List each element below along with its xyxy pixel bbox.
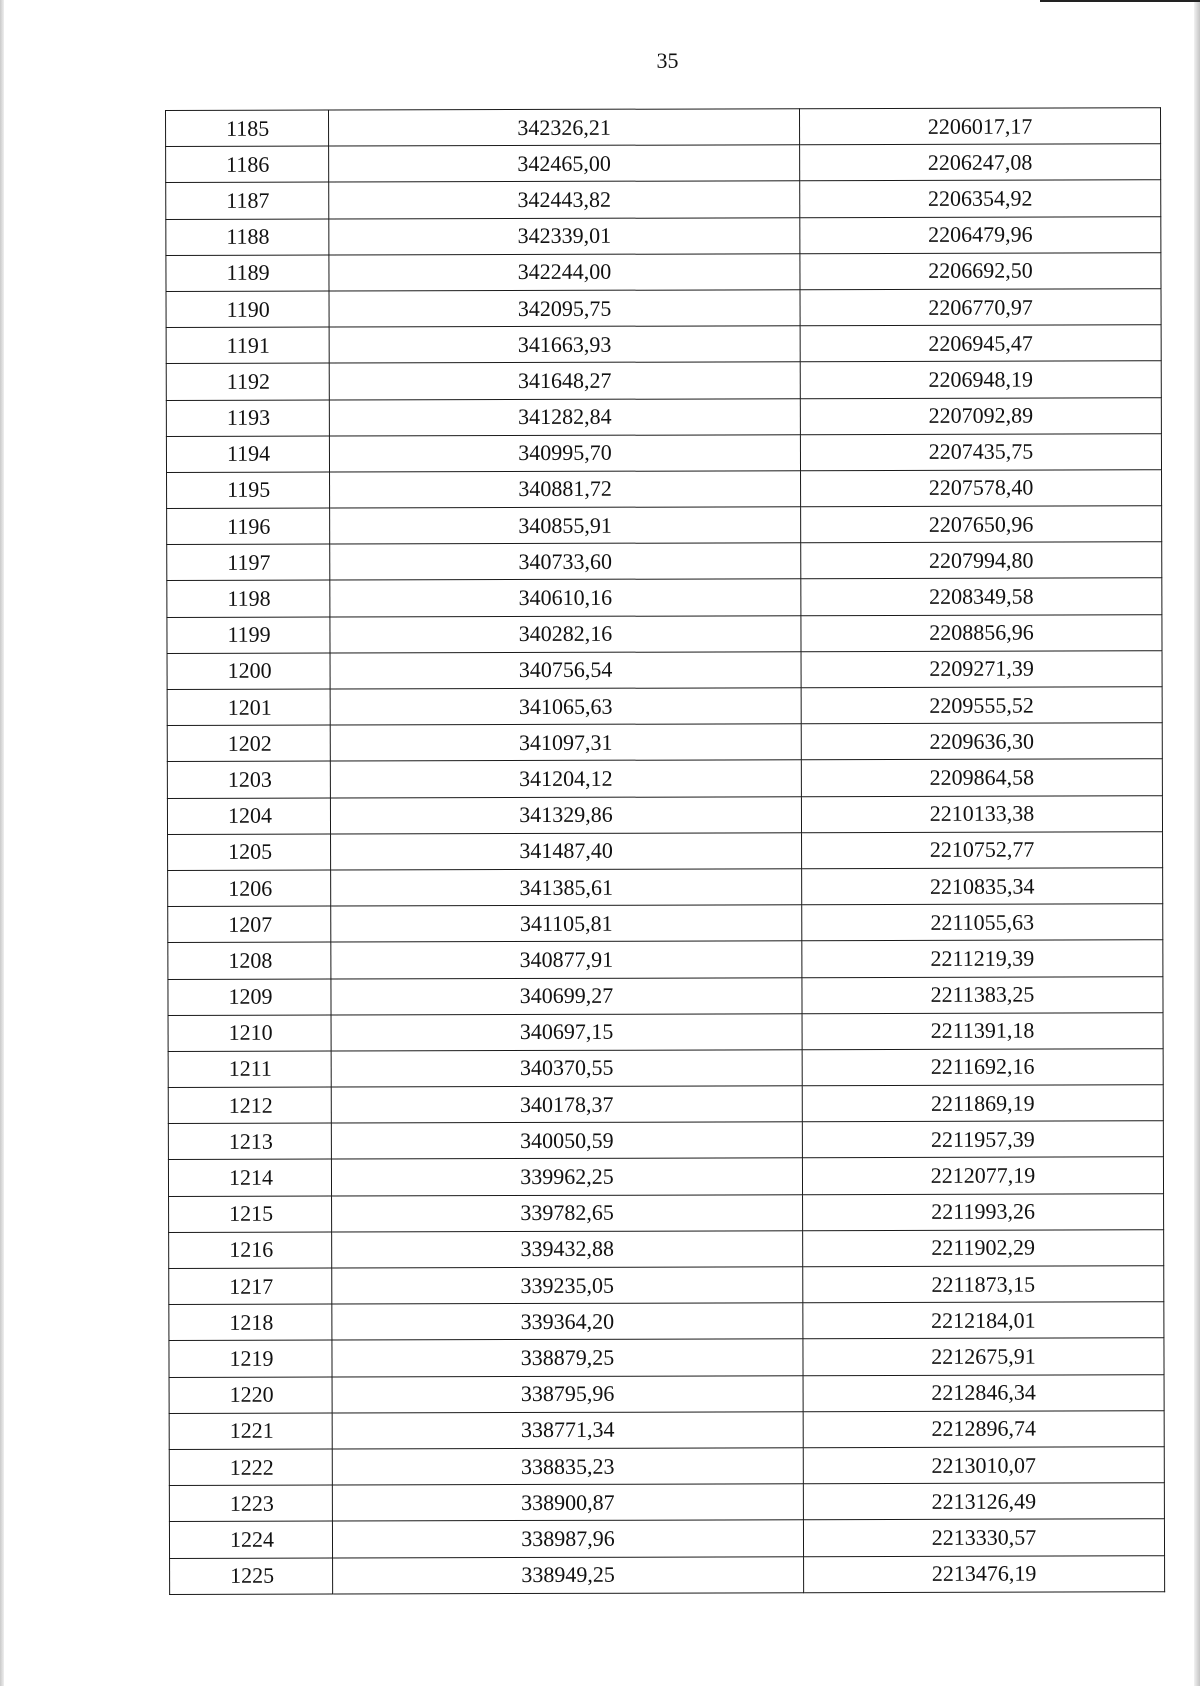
x-coordinate-cell: 341204,12 bbox=[330, 760, 801, 798]
y-coordinate-cell: 2208856,96 bbox=[801, 614, 1162, 651]
point-number-cell: 1222 bbox=[169, 1449, 332, 1486]
y-coordinate-cell: 2210752,77 bbox=[802, 831, 1163, 868]
x-coordinate-cell: 339432,88 bbox=[332, 1231, 803, 1269]
table-row bbox=[170, 1555, 1165, 1594]
table-row bbox=[166, 216, 1161, 255]
x-coordinate-cell: 340370,55 bbox=[331, 1050, 802, 1088]
y-coordinate-cell: 2211902,29 bbox=[803, 1230, 1164, 1267]
table-row bbox=[168, 1012, 1163, 1051]
y-coordinate-cell: 2212846,34 bbox=[803, 1374, 1164, 1411]
x-coordinate-cell: 341487,40 bbox=[331, 832, 802, 870]
scan-edge-right bbox=[1194, 0, 1200, 1686]
x-coordinate-cell: 338795,96 bbox=[332, 1375, 803, 1413]
x-coordinate-cell: 341663,93 bbox=[329, 326, 800, 364]
x-coordinate-cell: 340995,70 bbox=[329, 434, 800, 472]
point-number-cell: 1224 bbox=[169, 1521, 332, 1558]
point-number-cell: 1208 bbox=[168, 942, 331, 979]
table-row bbox=[167, 578, 1162, 617]
x-coordinate-cell: 341282,84 bbox=[329, 398, 800, 436]
x-coordinate-cell: 342339,01 bbox=[329, 217, 800, 255]
y-coordinate-cell: 2207994,80 bbox=[801, 542, 1162, 579]
y-coordinate-cell: 2212184,01 bbox=[803, 1302, 1164, 1339]
x-coordinate-cell: 340733,60 bbox=[330, 543, 801, 581]
y-coordinate-cell: 2209555,52 bbox=[801, 687, 1162, 724]
y-coordinate-cell: 2211873,15 bbox=[803, 1266, 1164, 1303]
y-coordinate-cell: 2209636,30 bbox=[801, 723, 1162, 760]
table-row bbox=[167, 795, 1162, 834]
table-row bbox=[166, 252, 1161, 291]
y-coordinate-cell: 2206770,97 bbox=[800, 289, 1161, 326]
point-number-cell: 1185 bbox=[166, 110, 329, 147]
table-row bbox=[168, 1157, 1163, 1196]
x-coordinate-cell: 342244,00 bbox=[329, 253, 800, 291]
point-number-cell: 1200 bbox=[167, 653, 330, 690]
table-row bbox=[168, 904, 1163, 943]
point-number-cell: 1188 bbox=[166, 219, 329, 256]
x-coordinate-cell: 341065,63 bbox=[330, 688, 801, 726]
point-number-cell: 1194 bbox=[166, 436, 329, 473]
point-number-cell: 1199 bbox=[167, 617, 330, 654]
point-number-cell: 1211 bbox=[168, 1051, 331, 1088]
table-row bbox=[167, 614, 1162, 653]
y-coordinate-cell: 2212896,74 bbox=[803, 1410, 1164, 1447]
table-row bbox=[169, 1193, 1164, 1232]
x-coordinate-cell: 342465,00 bbox=[329, 145, 800, 183]
x-coordinate-cell: 340756,54 bbox=[330, 652, 801, 690]
x-coordinate-cell: 341385,61 bbox=[331, 869, 802, 907]
y-coordinate-cell: 2211391,18 bbox=[802, 1012, 1163, 1049]
y-coordinate-cell: 2212077,19 bbox=[802, 1157, 1163, 1194]
table-row bbox=[167, 759, 1162, 798]
x-coordinate-cell: 340050,59 bbox=[331, 1122, 802, 1160]
table-row bbox=[166, 433, 1161, 472]
point-number-cell: 1220 bbox=[169, 1377, 332, 1414]
x-coordinate-cell: 340282,16 bbox=[330, 615, 801, 653]
point-number-cell: 1195 bbox=[167, 472, 330, 509]
point-number-cell: 1207 bbox=[168, 906, 331, 943]
y-coordinate-cell: 2211993,26 bbox=[803, 1193, 1164, 1230]
y-coordinate-cell: 2207578,40 bbox=[801, 470, 1162, 507]
x-coordinate-cell: 338900,87 bbox=[332, 1484, 803, 1522]
table-row bbox=[169, 1266, 1164, 1305]
y-coordinate-cell: 2207650,96 bbox=[801, 506, 1162, 543]
y-coordinate-cell: 2206479,96 bbox=[800, 216, 1161, 253]
table-row bbox=[169, 1302, 1164, 1341]
x-coordinate-cell: 339782,65 bbox=[332, 1194, 803, 1232]
y-coordinate-cell: 2208349,58 bbox=[801, 578, 1162, 615]
table-row bbox=[168, 1121, 1163, 1160]
table-row bbox=[167, 687, 1162, 726]
table-row bbox=[168, 868, 1163, 907]
table-row bbox=[166, 289, 1161, 328]
point-number-cell: 1221 bbox=[169, 1413, 332, 1450]
table-row bbox=[168, 940, 1163, 979]
y-coordinate-cell: 2206945,47 bbox=[800, 325, 1161, 362]
y-coordinate-cell: 2213010,07 bbox=[803, 1447, 1164, 1484]
y-coordinate-cell: 2206354,92 bbox=[800, 180, 1161, 217]
table-row bbox=[166, 144, 1161, 183]
point-number-cell: 1201 bbox=[167, 689, 330, 726]
point-number-cell: 1197 bbox=[167, 544, 330, 581]
x-coordinate-cell: 340877,91 bbox=[331, 941, 802, 979]
point-number-cell: 1225 bbox=[170, 1558, 333, 1595]
x-coordinate-cell: 340855,91 bbox=[330, 507, 801, 545]
point-number-cell: 1214 bbox=[168, 1159, 331, 1196]
point-number-cell: 1198 bbox=[167, 580, 330, 617]
x-coordinate-cell: 338771,34 bbox=[332, 1411, 803, 1449]
coordinates-table bbox=[165, 107, 1165, 1594]
x-coordinate-cell: 341105,81 bbox=[331, 905, 802, 943]
point-number-cell: 1191 bbox=[166, 327, 329, 364]
table-row bbox=[166, 361, 1161, 400]
point-number-cell: 1186 bbox=[166, 146, 329, 183]
x-coordinate-cell: 338835,23 bbox=[332, 1448, 803, 1486]
y-coordinate-cell: 2206017,17 bbox=[799, 108, 1160, 145]
y-coordinate-cell: 2213476,19 bbox=[804, 1555, 1165, 1592]
y-coordinate-cell: 2213126,49 bbox=[803, 1483, 1164, 1520]
point-number-cell: 1187 bbox=[166, 182, 329, 219]
point-number-cell: 1203 bbox=[167, 761, 330, 798]
table-row bbox=[169, 1410, 1164, 1449]
point-number-cell: 1190 bbox=[166, 291, 329, 328]
x-coordinate-cell: 342095,75 bbox=[329, 290, 800, 328]
table-row bbox=[169, 1447, 1164, 1486]
table-row bbox=[167, 651, 1162, 690]
x-coordinate-cell: 340881,72 bbox=[330, 471, 801, 509]
table-row bbox=[168, 831, 1163, 870]
y-coordinate-cell: 2210835,34 bbox=[802, 868, 1163, 905]
point-number-cell: 1209 bbox=[168, 979, 331, 1016]
table-row bbox=[168, 1049, 1163, 1088]
point-number-cell: 1196 bbox=[167, 508, 330, 545]
x-coordinate-cell: 338879,25 bbox=[332, 1339, 803, 1377]
x-coordinate-cell: 340610,16 bbox=[330, 579, 801, 617]
x-coordinate-cell: 340697,15 bbox=[331, 1013, 802, 1051]
y-coordinate-cell: 2211957,39 bbox=[802, 1121, 1163, 1158]
table-row bbox=[166, 180, 1161, 219]
point-number-cell: 1216 bbox=[169, 1232, 332, 1269]
point-number-cell: 1217 bbox=[169, 1268, 332, 1305]
y-coordinate-cell: 2206948,19 bbox=[800, 361, 1161, 398]
point-number-cell: 1202 bbox=[167, 725, 330, 762]
table-row bbox=[167, 723, 1162, 762]
table-row bbox=[166, 325, 1161, 364]
point-number-cell: 1210 bbox=[168, 1015, 331, 1052]
y-coordinate-cell: 2207435,75 bbox=[800, 433, 1161, 470]
x-coordinate-cell: 338987,96 bbox=[332, 1520, 803, 1558]
scan-edge-left bbox=[0, 0, 4, 1686]
x-coordinate-cell: 340699,27 bbox=[331, 977, 802, 1015]
point-number-cell: 1212 bbox=[168, 1087, 331, 1124]
x-coordinate-cell: 342443,82 bbox=[329, 181, 800, 219]
coordinates-table-body bbox=[166, 108, 1165, 1594]
x-coordinate-cell: 339364,20 bbox=[332, 1303, 803, 1341]
y-coordinate-cell: 2211383,25 bbox=[802, 976, 1163, 1013]
x-coordinate-cell: 340178,37 bbox=[331, 1086, 802, 1124]
table-row bbox=[168, 1085, 1163, 1124]
table-row bbox=[167, 506, 1162, 545]
top-rule bbox=[1040, 0, 1200, 2]
table-row bbox=[169, 1519, 1164, 1558]
table-row bbox=[167, 470, 1162, 509]
y-coordinate-cell: 2209864,58 bbox=[801, 759, 1162, 796]
x-coordinate-cell: 341648,27 bbox=[329, 362, 800, 400]
table-row bbox=[166, 108, 1161, 147]
x-coordinate-cell: 341329,86 bbox=[330, 796, 801, 834]
table-row bbox=[166, 397, 1161, 436]
y-coordinate-cell: 2210133,38 bbox=[801, 795, 1162, 832]
y-coordinate-cell: 2206692,50 bbox=[800, 252, 1161, 289]
y-coordinate-cell: 2209271,39 bbox=[801, 651, 1162, 688]
point-number-cell: 1204 bbox=[167, 798, 330, 835]
table-row bbox=[169, 1483, 1164, 1522]
point-number-cell: 1206 bbox=[168, 870, 331, 907]
point-number-cell: 1223 bbox=[169, 1485, 332, 1522]
y-coordinate-cell: 2206247,08 bbox=[800, 144, 1161, 181]
page-number: 35 bbox=[656, 48, 679, 73]
y-coordinate-cell: 2211055,63 bbox=[802, 904, 1163, 941]
point-number-cell: 1205 bbox=[168, 834, 331, 871]
x-coordinate-cell: 339235,05 bbox=[332, 1267, 803, 1305]
y-coordinate-cell: 2211692,16 bbox=[802, 1049, 1163, 1086]
point-number-cell: 1213 bbox=[168, 1123, 331, 1160]
x-coordinate-cell: 339962,25 bbox=[331, 1158, 802, 1196]
point-number-cell: 1189 bbox=[166, 255, 329, 292]
point-number-cell: 1215 bbox=[169, 1196, 332, 1233]
y-coordinate-cell: 2207092,89 bbox=[800, 397, 1161, 434]
x-coordinate-cell: 341097,31 bbox=[330, 724, 801, 762]
table-row bbox=[168, 976, 1163, 1015]
point-number-cell: 1219 bbox=[169, 1340, 332, 1377]
point-number-cell: 1192 bbox=[166, 363, 329, 400]
x-coordinate-cell: 338949,25 bbox=[333, 1556, 804, 1594]
coordinates-table-wrapper bbox=[165, 107, 1162, 1594]
point-number-cell: 1218 bbox=[169, 1304, 332, 1341]
table-row bbox=[169, 1374, 1164, 1413]
table-row bbox=[169, 1230, 1164, 1269]
x-coordinate-cell: 342326,21 bbox=[329, 109, 800, 147]
y-coordinate-cell: 2211869,19 bbox=[802, 1085, 1163, 1122]
table-row bbox=[167, 542, 1162, 581]
y-coordinate-cell: 2212675,91 bbox=[803, 1338, 1164, 1375]
y-coordinate-cell: 2211219,39 bbox=[802, 940, 1163, 977]
table-row bbox=[169, 1338, 1164, 1377]
y-coordinate-cell: 2213330,57 bbox=[803, 1519, 1164, 1556]
point-number-cell: 1193 bbox=[166, 400, 329, 437]
